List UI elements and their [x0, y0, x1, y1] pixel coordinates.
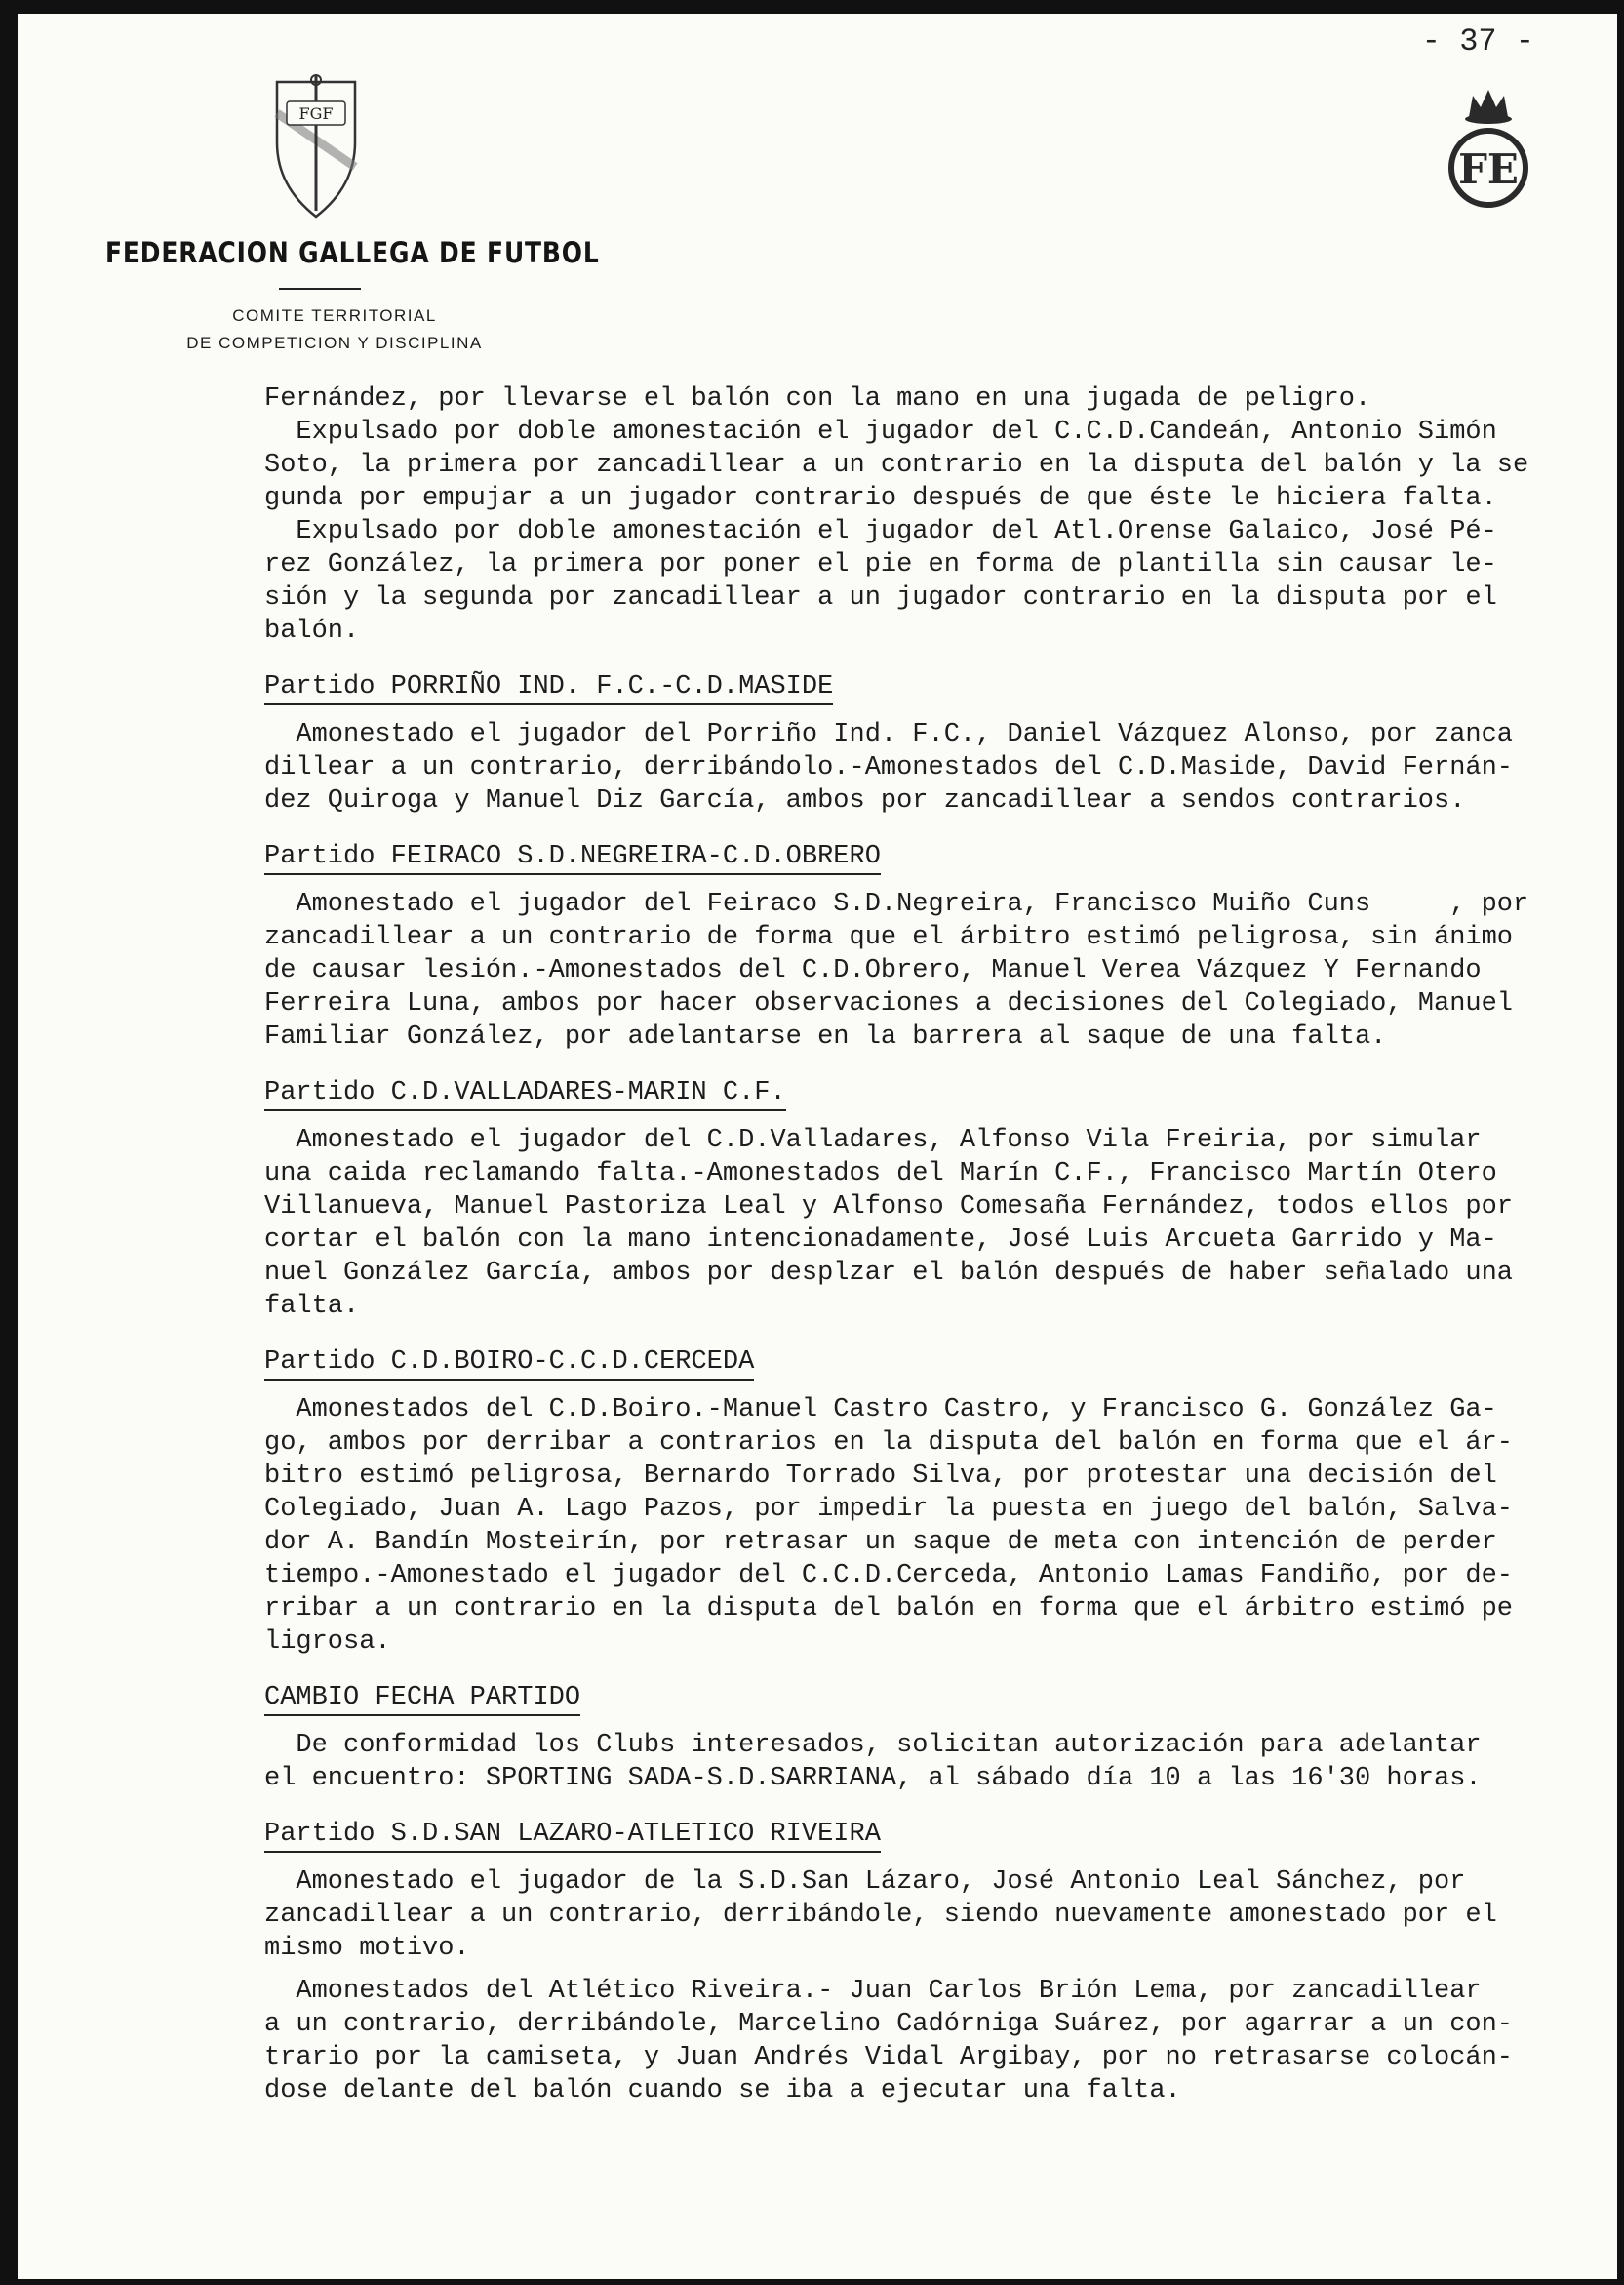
text-line: Amonestado el jugador del Porriño Ind. F.C., Daniel Vázquez Alonso, por zanca [264, 720, 1514, 749]
crown-emblem-logo [1444, 78, 1533, 215]
match-section [264, 648, 1581, 818]
intro-paragraph [264, 382, 1581, 648]
text-line: dor A. Bandín Mosteirín, por retrasar un saque de meta con intención de perder [264, 1528, 1497, 1557]
text-line: rez González, la primera por poner el pie en forma de plantilla sin causar le- [264, 550, 1497, 580]
logo-letters: FGF [298, 104, 334, 123]
text-line: Amonestado el jugador del Feiraco S.D.Negreira, Francisco Muiño Cuns , por [264, 890, 1529, 919]
section-heading: Partido C.D.BOIRO-C.C.D.CERCEDA [264, 1347, 754, 1381]
committee-name [125, 302, 544, 357]
text-line: sión y la segunda por zancadillear a un jugador contrario en la disputa por el [264, 583, 1497, 613]
text-line: a un contrario, derribándole, Marcelino Cadórniga Suárez, por agarrar a un con- [264, 2010, 1514, 2039]
page-number: - 37 - [1421, 23, 1534, 60]
text-line: Ferreira Luna, ambos por hacer observaciones a decisiones del Colegiado, Manuel [264, 989, 1514, 1019]
match-section [264, 1795, 1581, 2107]
text-line: bitro estimó peligrosa, Bernardo Torrado Silva, por protestar una decisión del [264, 1462, 1497, 1491]
section-heading: Partido S.D.SAN LAZARO-ATLETICO RIVEIRA [264, 1820, 881, 1853]
section-paragraph [264, 888, 1581, 1054]
text-line: Amonestado el jugador de la S.D.San Lázaro, José Antonio Leal Sánchez, por [264, 1867, 1466, 1897]
text-line: zancadillear a un contrario, derribándole, siendo nuevamente amonestado por el [264, 1901, 1497, 1930]
text-line: gunda por empujar a un jugador contrario después de que éste le hiciera falta. [264, 484, 1497, 513]
text-line: Expulsado por doble amonestación el jugador del C.C.D.Candeán, Antonio Simón [264, 418, 1497, 447]
text-line: trario por la camiseta, y Juan Andrés Vidal Argibay, por no retrasarse colocán- [264, 2043, 1514, 2072]
section-paragraph [264, 718, 1581, 818]
text-line: rribar a un contrario en la disputa del balón en forma que el árbitro estimó pe [264, 1594, 1514, 1624]
text-line: Villanueva, Manuel Pastoriza Leal y Alfonso Comesaña Fernández, todos ellos por [264, 1192, 1514, 1222]
text-line: Amonestado el jugador del C.D.Valladares, Alfonso Vila Freiria, por simular [264, 1126, 1482, 1155]
section-paragraph [264, 1729, 1581, 1795]
text-line: Amonestados del Atlético Riveira.- Juan Carlos Brión Lema, por zancadillear [264, 1977, 1482, 2006]
section-heading: Partido FEIRACO S.D.NEGREIRA-C.D.OBRERO [264, 842, 881, 875]
section-paragraph [264, 1975, 1581, 2107]
text-line: Fernández, por llevarse el balón con la mano en una jugada de peligro. [264, 384, 1371, 414]
section-heading: CAMBIO FECHA PARTIDO [264, 1683, 580, 1716]
document-body [264, 382, 1581, 2107]
text-line: dose delante del balón cuando se iba a ejecutar una falta. [264, 2076, 1181, 2105]
match-section [264, 818, 1581, 1054]
text-line: go, ambos por derribar a contrarios en la disputa del balón en forma que el ár- [264, 1428, 1514, 1458]
header-divider [279, 288, 361, 290]
text-line: tiempo.-Amonestado el jugador del C.C.D.Cerceda, Antonio Lamas Fandiño, por de- [264, 1561, 1514, 1590]
section-heading: Partido C.D.VALLADARES-MARIN C.F. [264, 1078, 786, 1111]
section-paragraph [264, 1124, 1581, 1323]
emblem-letters: FE [1458, 145, 1519, 193]
text-line: Expulsado por doble amonestación el jugador del Atl.Orense Galaico, José Pé- [264, 517, 1497, 546]
text-line: cortar el balón con la mano intencionadamente, José Luis Arcueta Garrido y Ma- [264, 1225, 1497, 1255]
text-line: De conformidad los Clubs interesados, solicitan autorización para adelantar [264, 1731, 1482, 1760]
section-heading: Partido PORRIÑO IND. F.C.-C.D.MASIDE [264, 672, 833, 705]
text-line: dez Quiroga y Manuel Diz García, ambos por zancadillear a sendos contrarios. [264, 786, 1466, 816]
match-sections [264, 648, 1581, 2107]
text-line: Soto, la primera por zancadillear a un contrario en la disputa del balón y la se [264, 451, 1529, 480]
federation-shield-logo [273, 74, 359, 220]
section-paragraph [264, 1393, 1581, 1659]
text-line: nuel González García, ambos por desplzar el balón después de haber señalado una [264, 1259, 1514, 1288]
text-line: balón. [264, 617, 360, 646]
text-line: mismo motivo. [264, 1934, 470, 1963]
match-section [264, 1323, 1581, 1659]
text-line: dillear a un contrario, derribándolo.-Amonestados del C.D.Maside, David Fernán- [264, 753, 1514, 782]
document-page [18, 14, 1617, 2279]
text-line: Colegiado, Juan A. Lago Pazos, por impedir la puesta en juego del balón, Salva- [264, 1495, 1514, 1524]
committee-line: DE COMPETICION Y DISCIPLINA [186, 334, 483, 352]
text-line: falta. [264, 1292, 360, 1321]
federation-name: FEDERACION GALLEGA DE FUTBOL [105, 236, 600, 269]
text-line: Familiar González, por adelantarse en la barrera al saque de una falta. [264, 1022, 1387, 1052]
text-line: ligrosa. [264, 1627, 391, 1657]
text-line: Amonestados del C.D.Boiro.-Manuel Castro Castro, y Francisco G. González Ga- [264, 1395, 1497, 1424]
text-line: zancadillear a un contrario de forma que el árbitro estimó peligrosa, sin ánimo [264, 923, 1514, 952]
text-line: de causar lesión.-Amonestados del C.D.Obrero, Manuel Verea Vázquez Y Fernando [264, 956, 1482, 985]
match-section [264, 1659, 1581, 1795]
text-line: el encuentro: SPORTING SADA-S.D.SARRIANA, al sábado día 10 a las 16'30 horas. [264, 1764, 1482, 1793]
text-line: una caida reclamando falta.-Amonestados del Marín C.F., Francisco Martín Otero [264, 1159, 1497, 1188]
section-paragraph [264, 1865, 1581, 1965]
committee-line: COMITE TERRITORIAL [232, 306, 437, 325]
match-section [264, 1054, 1581, 1323]
